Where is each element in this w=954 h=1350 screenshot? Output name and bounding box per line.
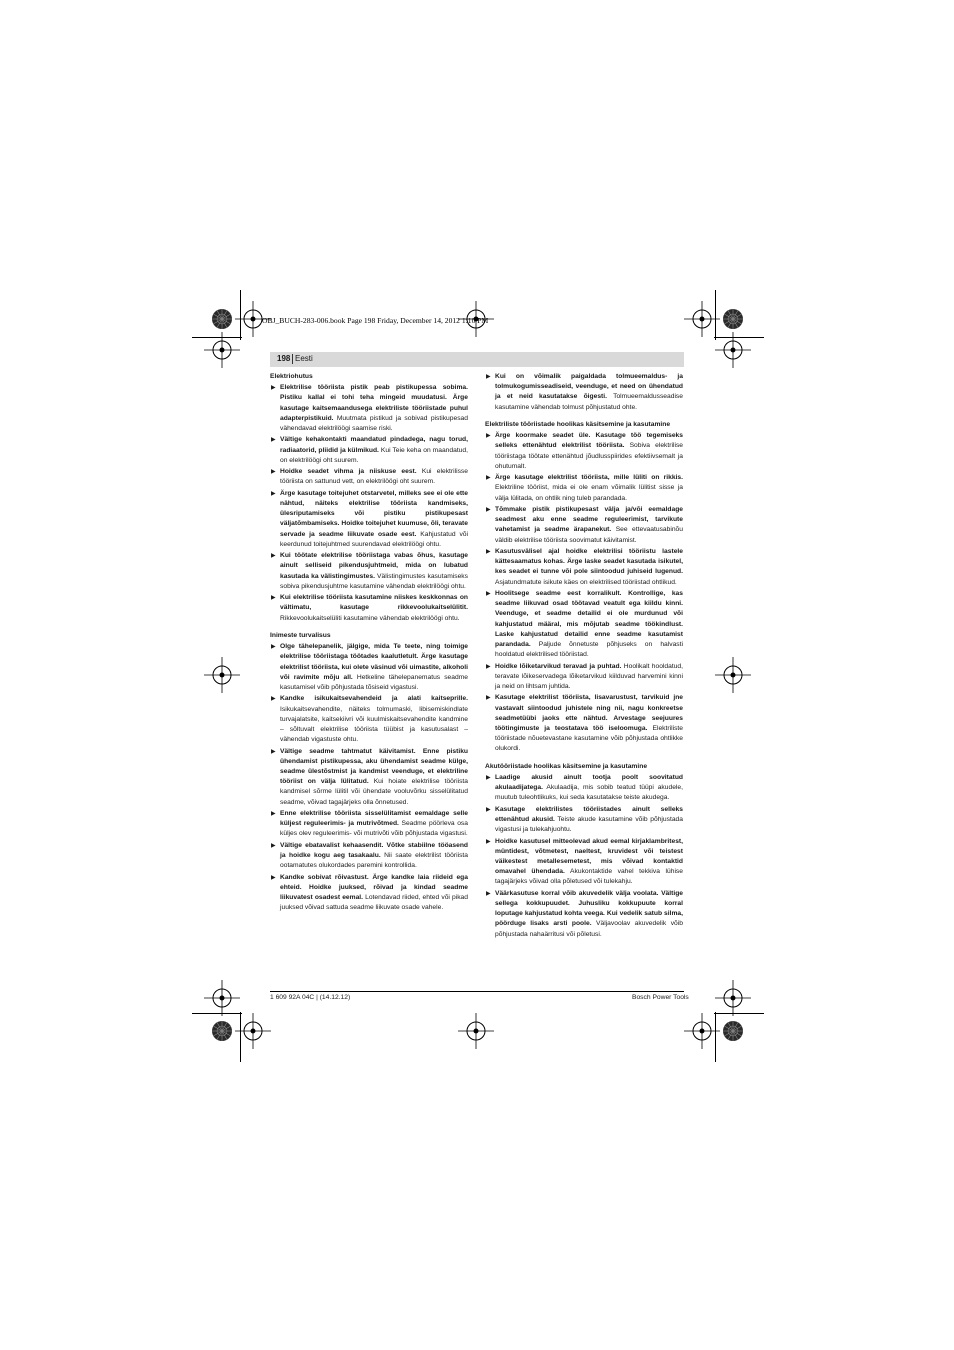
item-text: Akukontaktide vahel tekkiva lühise tagajärjeks võivad olla põletused või tulekahju. <box>495 868 683 886</box>
crop-line <box>240 1012 241 1062</box>
footer-brand: Bosch Power Tools <box>632 994 689 1001</box>
item-text: Paljude õnnetuste põhjuseks on halvasti hooldatud elektrilised tööriistad. <box>495 641 683 659</box>
item-bold-text: Hoolitsege seadme eest korralikult. Kontrollige, kas seadme liikuvad osad töötavad veatult ega kiildu kinni. Veenduge, et seadme detailid ei ole murdunud või kahjustatud määral, mis mõjutab seadme töökindlust. Laske kahjustatud detailid enne seadme kasutamist parandada. <box>495 590 683 649</box>
crop-line <box>192 337 242 338</box>
safety-item <box>485 837 683 888</box>
bullet-arrow-icon: ▶ <box>486 775 491 782</box>
item-bold-text: Vältige seadme tahtmatut käivitamist. Enne pistiku ühendamist pistikupessa, aku ühendamist seadme külge, seadme ülestõstmist ja kandmist veenduge, et elektriline tööriist on välja lülitatud. <box>280 747 468 786</box>
bullet-arrow-icon: ▶ <box>486 591 491 597</box>
item-text: Välistingimustes kasutamiseks sobiva pikendusjuhtme kasutamine vähendab elektrilöögi ohtu. <box>280 572 468 590</box>
item-bold-text: Hoidke lõiketarvikud teravad ja puhtad. <box>495 662 622 670</box>
item-text: Teiste akude kasutamine võib põhjustada vigastusi ja tulekahjuohtu. <box>495 816 683 834</box>
safety-item <box>270 467 468 487</box>
item-text: Hetkeline tähelepanematus seadme kasutamisel võib põhjustada tõsiseid vigastusi. <box>280 673 468 692</box>
item-text: Kui elektrilisse tööriista on sattunud vett, on elektrilöögi oht suurem. <box>280 468 468 486</box>
registration-crosshair-icon <box>458 1013 494 1049</box>
item-bold-text: Kui elektrilise tööriista kasutamine niiskes keskkonnas on vältimatu, kasutage rikkevoolukaitselülitit. <box>280 594 468 612</box>
bullet-arrow-icon: ▶ <box>271 874 276 881</box>
item-bold-text: Kui on võimalik paigaldada tolmueemaldus- ja tolmukogumisseadiseid, veenduge, et need on ühendatud ja et neid kasutatakse õigesti. <box>495 373 683 401</box>
bullet-arrow-icon: ▶ <box>486 549 491 555</box>
item-text: Isikukaitsevahendite, näiteks tolmumaski, libisemiskindlate turvajalatsite, kaitsekiivri või kuulmiskaitsevahendite kandmine – sõltuvalt elektrilise tööriista tüübist ja kasutusalast – vähendab vigastuste ohtu. <box>280 705 468 744</box>
bullet-arrow-icon: ▶ <box>271 842 276 849</box>
item-text: See ettevaatusabinõu väldib elektrilise tööriista soovimatut käivitamist. <box>495 526 683 544</box>
crop-line <box>714 337 764 338</box>
bullet-arrow-icon: ▶ <box>271 437 276 444</box>
page-number: 198 <box>277 354 291 363</box>
page-header-bar <box>270 352 684 367</box>
bullet-arrow-icon: ▶ <box>271 696 276 703</box>
safety-item <box>270 489 468 550</box>
file-header: OBJ_BUCH-283-006.book Page 198 Friday, December 14, 2012 1:10 PM <box>262 316 489 325</box>
safety-item <box>270 642 468 693</box>
item-bold-text: Ärge koormake seadet üle. Kasutage töö tegemiseks selleks ettenähtud elektrilist tööriista. <box>495 432 683 450</box>
bullet-arrow-icon: ▶ <box>486 838 491 845</box>
item-bold-text: Vältige kehakontakti maandatud pindadega, nagu torud, radiaatorid, pliidid ja külmikud. <box>280 436 468 454</box>
crop-line <box>240 290 241 340</box>
bullet-arrow-icon: ▶ <box>271 490 276 497</box>
bullet-arrow-icon: ▶ <box>486 806 491 813</box>
registration-crosshair-icon <box>204 657 240 693</box>
registration-crosshair-icon <box>204 980 240 1016</box>
item-text: Tolmueemaldusseadise kasutamine vähendab tolmust põhjustatud ohte. <box>495 393 683 411</box>
safety-item <box>270 551 468 592</box>
safety-item <box>270 383 468 434</box>
footer-rule <box>270 991 684 992</box>
bullet-arrow-icon: ▶ <box>486 695 491 702</box>
safety-item <box>485 547 683 588</box>
item-bold-text: Olge tähelepanelik, jälgige, mida Te teete, ning toimige elektrilise tööriistaga töötades kaalutletult. Ärge kasutage elektrilist tööriista, kui olete väsinud või uimastite, alkoholi või ravimite mõju all. <box>280 643 468 681</box>
bullet-arrow-icon: ▶ <box>271 595 276 602</box>
header-divider <box>292 354 293 364</box>
safety-item <box>485 589 683 660</box>
item-text: Väljavoolav akuvedelik võib põhjustada nahaärritusi või põletusi. <box>495 920 683 938</box>
item-bold-text: Vältige ebatavalist kehaasendit. Võtke stabiilne tööasend ja hoidke kogu aeg tasakaalu. <box>280 841 468 860</box>
item-bold-text: Enne elektrilise tööriista sisselülitamist eemaldage selle küljest reguleerimis- ja mutrivõtmed. <box>280 810 468 828</box>
item-text: Sobiva elektrilise tööriistaga töötate ettenähtud jõudlusspiirides efektiivsemalt ja ohutumalt. <box>495 442 684 470</box>
item-text: Kui hoiate elektrilise tööriista kandmisel sõrme lülitil või ühendate vooluvõrku sisselülitatud seadme, võivad tagajärjeks olla õnnetused. <box>280 778 469 806</box>
registration-crosshair-icon <box>715 980 751 1016</box>
item-bold-text: Elektrilise tööriista pistik peab pistikupessa sobima. Pistiku kallal ei tohi teha mingeid muudatusi. Ärge kasutage kaitsemaandusega elektriliste tööriistade puhul adapterpistikuid. <box>280 384 468 422</box>
item-bold-text: Kandke isikukaitsevahendeid ja alati kaitseprille. <box>280 695 468 703</box>
footer-doc-number: 1 609 92A 04C | (14.12.12) <box>270 994 351 1001</box>
item-text: Akulaadija, mis sobib teatud tüüpi akudele, muutub tuleohtlikuks, kui seda kasutatakse teiste akudega. <box>495 784 683 802</box>
item-text: Rikkevoolukaitselüliti kasutamine vähendab elektrilöögi ohtu. <box>280 614 460 622</box>
section-title: Akutööriistade hoolikas käsitsemine ja kasutamine <box>485 762 648 770</box>
item-bold-text: Kandke sobivat rõivastust. Ärge kandke laia riideid ega ehteid. Hoidke juuksed, rõivad ja kindad seadme liikuvatest osadest eemal. <box>280 873 468 902</box>
bullet-arrow-icon: ▶ <box>271 469 276 476</box>
bullet-arrow-icon: ▶ <box>486 890 491 897</box>
registration-target-icon <box>722 308 744 330</box>
safety-item <box>485 372 683 413</box>
section-title: Elektriliste tööriistade hoolikas käsitsemine ja kasutamine <box>485 421 671 428</box>
safety-item <box>270 435 468 466</box>
item-bold-text: Hoidke kasutusel mitteolevad akud eemal kirjaklambritest, müntidest, võtmetest, naeltest, kruvidest või teistest väikestest metallesemetest, mis võivad kontaktid omavahel ühendada. <box>495 837 683 876</box>
safety-item <box>270 841 468 872</box>
item-bold-text: Ärge kasutage elektrilist tööriista, mille lüliti on rikkis. <box>495 474 683 482</box>
safety-item <box>485 431 683 472</box>
safety-item <box>485 805 683 836</box>
item-bold-text: Kasutusvälisel ajal hoidke elektrilisi tööriistu lastele kättesaamatus kohas. Ärge laske seadet kasutada isikutel, kes seadet ei tunne või pole siintoodud juhiseid lugenud. <box>495 548 683 576</box>
item-bold-text: Laadige akusid ainult tootja poolt soovitatud akulaadijatega. <box>495 774 683 792</box>
bullet-arrow-icon: ▶ <box>271 385 276 392</box>
bullet-arrow-icon: ▶ <box>271 748 276 755</box>
crop-line <box>715 1012 716 1062</box>
safety-item <box>485 693 683 754</box>
item-text: Kui Teie keha on maandatud, on elektrilöögi oht suurem. <box>280 446 468 464</box>
item-text: Kahjustatud või keerdunud toitejuhtmed suurendavad elektrilöögi ohtu. <box>280 530 468 548</box>
item-bold-text: Tõmmake pistik pistikupesast välja ja/või eemaldage seadmest aku enne seadme reguleerimist, tarvikute vahetamist ja seadme ärapanekut. <box>495 506 683 534</box>
safety-item <box>270 694 468 745</box>
item-bold-text: Ärge kasutage toitejuhet otstarvetel, milleks see ei ole ette nähtud, näiteks elektrilise tööriista kandmiseks, ülesriputamiseks või pistiku pistikupesast väljatõmbamiseks. Hoidke toitejuhet kuumuse, õli, teravate servade ja seadme liikuvate osade eest. <box>280 489 468 538</box>
crop-line <box>714 1013 764 1014</box>
left-column <box>270 372 468 915</box>
bullet-arrow-icon: ▶ <box>486 475 491 482</box>
section-title: Inimeste turvalisus <box>270 632 331 639</box>
safety-item <box>270 747 468 808</box>
item-bold-text: Väärkasutuse korral võib akuvedelik välja voolata. Vältige sellega kokkupuudet. Juhusliku kokkupuute korral loputage kahjustatud kohta veega. Kui vedelik satub silma, pöörduge lisaks arsti poole. <box>495 889 683 928</box>
safety-item <box>270 873 468 914</box>
item-bold-text: Kui töötate elektrilise tööriistaga vabas õhus, kasutage ainult selliseid pikendusjuhtmeid, mida on lubatud kasutada ka välistingimustes. <box>280 552 468 580</box>
item-text: Seadme pöörleva osa küljes olev reguleerimis- või mutrivõti võib põhjustada vigastusi. <box>280 820 468 838</box>
safety-item <box>485 889 683 940</box>
bullet-arrow-icon: ▶ <box>486 663 491 670</box>
item-text: Lotendavad riided, ehted või pikad juuksed võivad sattuda seadme liikuvate osade vahele. <box>280 894 468 912</box>
item-text: Elektriline tööriist, mida ei ole enam võimalik lülitist sisse ja välja lülitada, on ohtlik ning tuleb parandada. <box>495 484 683 502</box>
item-bold-text: Hoidke seadet vihma ja niiskuse eest. <box>280 468 417 476</box>
safety-item <box>270 593 468 624</box>
item-bold-text: Kasutage elektrilist tööriista, lisavarustust, tarvikuid jne vastavalt siintoodud juhistele ning nii, nagu konkreetse seadmetüübi jaoks ette nähtud. Arvestage seejuures töötingimuste ja teostatava töö iseloomuga. <box>495 694 683 733</box>
safety-item <box>485 773 683 804</box>
item-text: Elektriliste tööriistade nõuetevastane kasutamine võib põhjustada ohtlikke olukordi. <box>495 725 683 753</box>
item-text: Hoolikalt hooldatud, teravate lõikeservadega lõiketarvikud kiilduvad harvemini kinni ja neid on lihtsam juhtida. <box>495 662 683 691</box>
safety-item <box>270 809 468 840</box>
bullet-arrow-icon: ▶ <box>486 433 491 440</box>
crop-line <box>192 1013 242 1014</box>
item-text: Muutmata pistikud ja sobivad pistikupesad vähendavad elektrilöögi saamise riski. <box>280 414 468 433</box>
section-title: Elektriohutus <box>270 373 313 380</box>
bullet-arrow-icon: ▶ <box>486 374 491 380</box>
safety-item <box>485 505 683 546</box>
right-column <box>485 372 683 941</box>
item-bold-text: Kasutage elektrilistes tööriistades ainult selleks ettenähtud akusid. <box>495 805 683 824</box>
bullet-arrow-icon: ▶ <box>271 811 276 818</box>
crop-line <box>715 290 716 340</box>
bullet-arrow-icon: ▶ <box>271 553 276 560</box>
safety-item <box>485 662 683 693</box>
registration-crosshair-icon <box>715 657 751 693</box>
registration-target-icon <box>211 308 233 330</box>
item-text: Nii saate elektrilist tööriista ootamatutes olukordades paremini kontrollida. <box>280 852 468 870</box>
item-text: Asjatundmatute isikute käes on elektrilised tööriistad ohtlikud. <box>495 578 677 586</box>
bullet-arrow-icon: ▶ <box>486 507 491 513</box>
safety-item <box>485 473 683 504</box>
registration-target-icon <box>722 1020 744 1042</box>
bullet-arrow-icon: ▶ <box>271 644 276 651</box>
registration-target-icon <box>211 1020 233 1042</box>
section-name: Eesti <box>295 354 313 363</box>
